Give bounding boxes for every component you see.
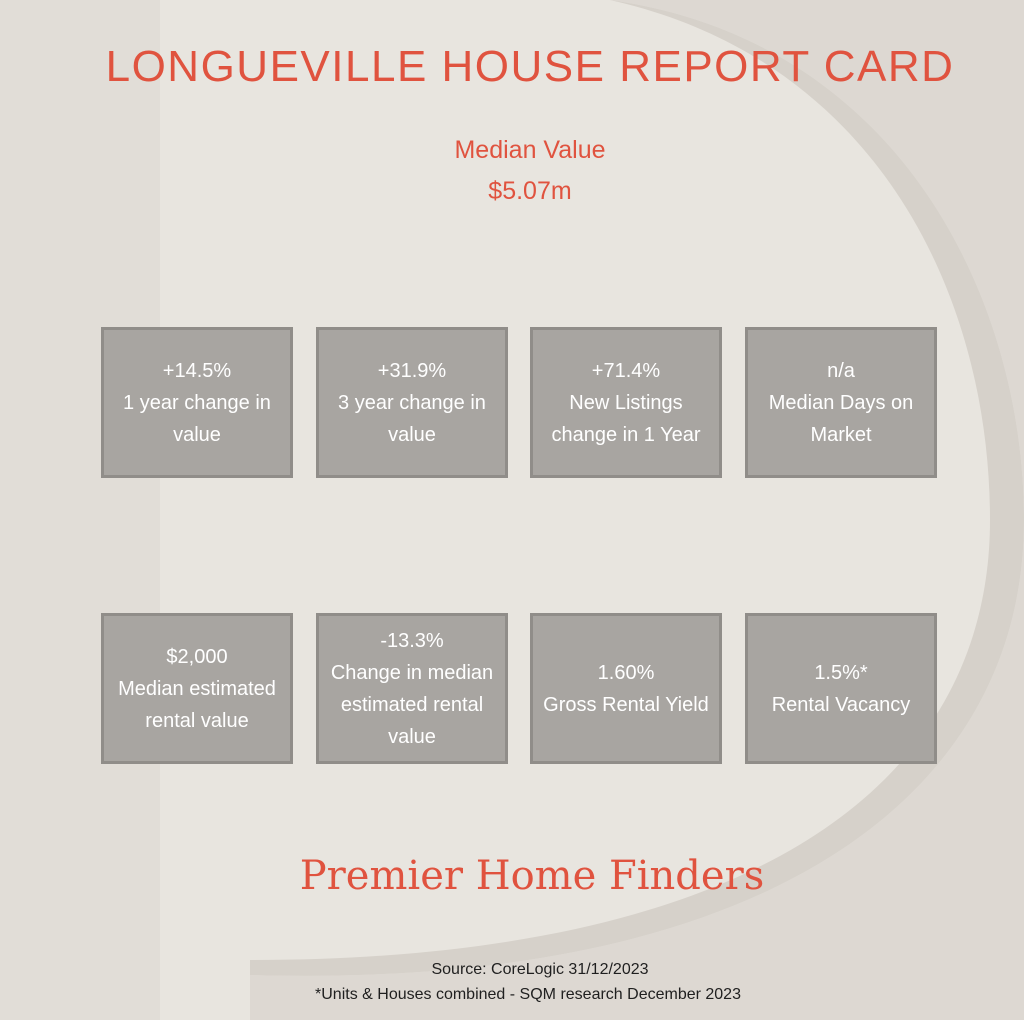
stat-card-rental-change — [316, 613, 508, 764]
stat-card-rental-yield — [530, 613, 722, 764]
stat-card-rental-value — [101, 613, 293, 764]
brand-logo-text: Premier Home Finders — [299, 853, 765, 899]
stat-value: n/a — [827, 359, 855, 382]
stat-label: Change in median estimated rental value — [330, 661, 494, 748]
stat-card-new-listings — [530, 327, 722, 478]
stat-label: New Listings change in 1 Year — [551, 391, 701, 446]
footnote: *Units & Houses combined - SQM research December 2023 — [315, 986, 741, 1003]
stat-label: Gross Rental Yield — [543, 693, 709, 716]
median-value-amount: $5.07m — [488, 177, 572, 205]
stat-value: 1.60% — [597, 661, 655, 684]
stat-value: +31.9% — [377, 359, 447, 382]
page-title: LONGUEVILLE HOUSE REPORT CARD — [105, 42, 955, 91]
stat-value: $2,000 — [166, 645, 228, 668]
stat-value: -13.3% — [380, 629, 444, 652]
stat-label: 1 year change in value — [123, 391, 271, 446]
stat-value: 1.5%* — [814, 661, 868, 684]
stat-value: +71.4% — [591, 359, 661, 382]
stat-label: Rental Vacancy — [771, 693, 911, 716]
stat-card-1-year-change — [101, 327, 293, 478]
stat-card-3-year-change — [316, 327, 508, 478]
stat-label: 3 year change in value — [338, 391, 486, 446]
median-value-label: Median Value — [454, 136, 606, 164]
stat-label: Median Days on Market — [768, 391, 914, 446]
stat-card-days-on-market — [745, 327, 937, 478]
stat-card-rental-vacancy — [745, 613, 937, 764]
source-note: Source: CoreLogic 31/12/2023 — [431, 961, 649, 978]
stat-value: +14.5% — [162, 359, 232, 382]
stat-label: Median estimated rental value — [118, 677, 276, 732]
